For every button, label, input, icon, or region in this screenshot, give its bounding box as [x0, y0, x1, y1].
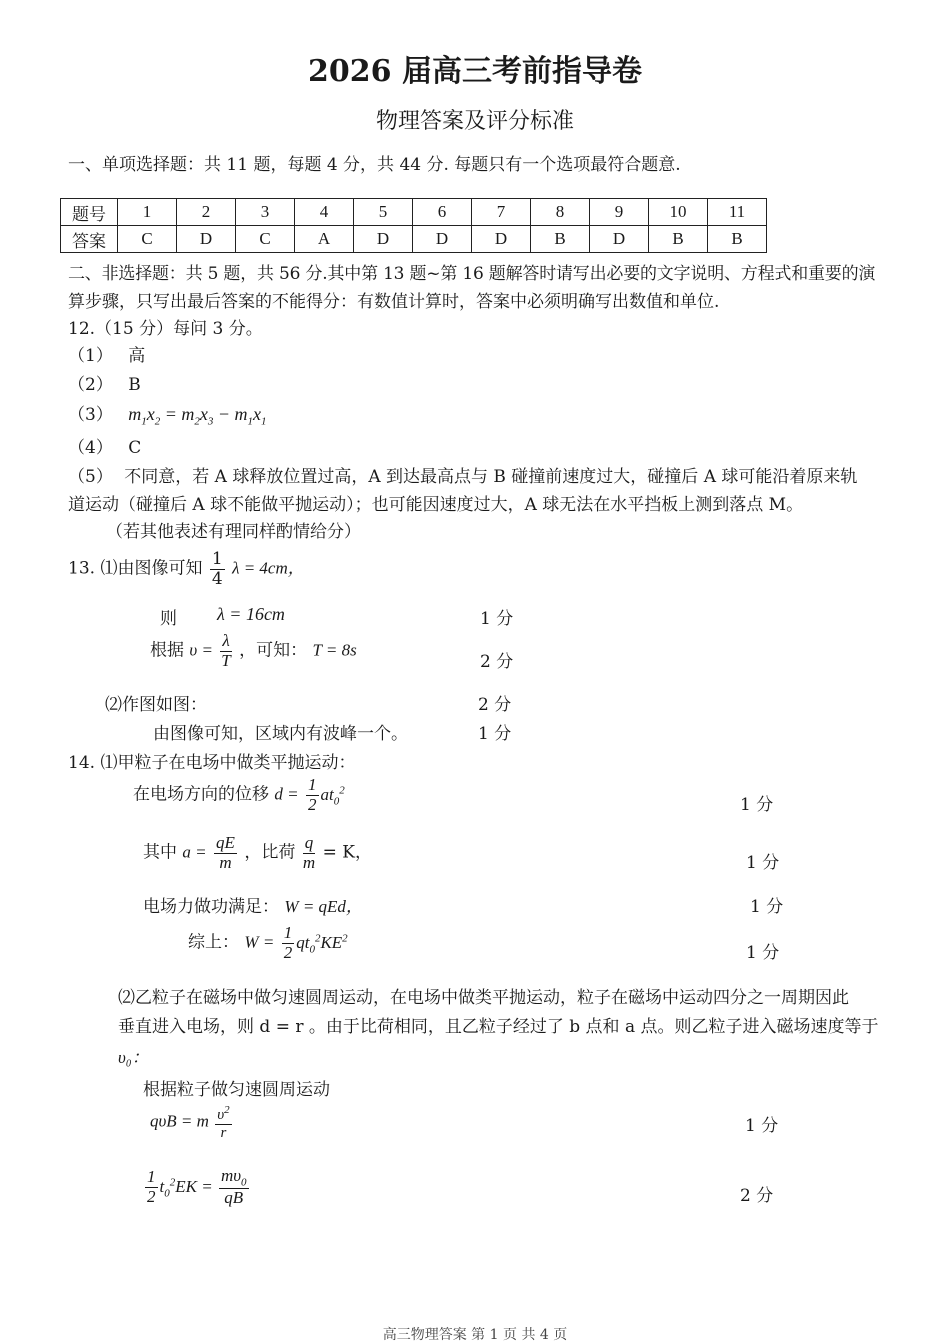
- q14-line2-score: 1 分: [740, 795, 774, 815]
- q14-line4-equation: W = qEd，: [284, 897, 363, 916]
- q12-a5-label: （5）: [68, 467, 113, 487]
- velocity-symbol: υ =: [189, 640, 213, 660]
- q12-a1-label: （1）: [68, 346, 113, 366]
- q12-a4-text: C: [128, 438, 142, 458]
- q14-line2: [133, 776, 345, 814]
- q14-eq-centripetal: [150, 1104, 234, 1141]
- page-subtitle: 物理答案及评分标准: [375, 109, 574, 134]
- q14-line6-score: 1 分: [745, 1116, 779, 1136]
- q14-line7-score: 2 分: [740, 1186, 774, 1206]
- question-number: 2: [177, 199, 236, 226]
- q12-a4-label: （4）: [68, 438, 113, 458]
- row-header-number: 题号: [61, 199, 118, 226]
- q14-line5-prefix: 综上：: [188, 932, 239, 953]
- fraction-q-over-m: $\frac{q}{m}$: [302, 833, 316, 872]
- answer-cell: D: [472, 226, 531, 253]
- q12-a3-label: （3）: [68, 405, 113, 425]
- q13-line1-prefix: 13. ⑴由图像可知: [68, 558, 203, 579]
- q14-line3-score: 1 分: [746, 853, 780, 873]
- q12-a1-text: 高: [128, 346, 146, 366]
- question-number: 10: [649, 199, 708, 226]
- q13-line4-score: 2 分: [478, 695, 512, 715]
- table-row-answers: [61, 226, 767, 253]
- section2-heading-line2: 算步骤，只写出最后答案的不能得分：有数值计算时，答案中必须明确写出数值和单位.: [68, 292, 720, 312]
- q14-line4-score: 1 分: [750, 897, 784, 917]
- question-number: 9: [590, 199, 649, 226]
- work-expression: $qt_0^2KE^2$: [296, 932, 348, 956]
- q13-line1-suffix: λ = 4cm，: [232, 558, 305, 578]
- q14-line6: 根据粒子做匀速圆周运动: [143, 1080, 330, 1100]
- q12-note: （若其他表述有理同样酌情给分）: [106, 522, 361, 542]
- answer-cell: D: [354, 226, 413, 253]
- fraction-mv0-over-qB: $\frac{m\upsilon_0}{qB}$: [220, 1166, 247, 1208]
- q12-answer-4: [68, 433, 141, 458]
- fraction-lambda-over-T: $\frac{\lambda}{T}$: [221, 631, 231, 670]
- fraction-one-quarter: $\frac{1}{4}$: [211, 549, 223, 589]
- table-row-numbers: [61, 199, 767, 226]
- q14-line3: [143, 834, 372, 872]
- q12-answer-2: [68, 370, 141, 395]
- page-title: 2026 届高三考前指导卷: [308, 54, 642, 89]
- q14-line5-score: 1 分: [746, 943, 780, 963]
- q12-a2-label: （2）: [68, 375, 113, 395]
- answer-cell: A: [295, 226, 354, 253]
- q14-line4: [143, 892, 363, 917]
- q13-line4: ⑵作图如图：: [105, 695, 207, 715]
- question-number: 3: [236, 199, 295, 226]
- page-footer: 高三物理答案 第 1 页 共 4 页: [382, 1327, 568, 1343]
- answer-cell: C: [118, 226, 177, 253]
- answer-cell: C: [236, 226, 295, 253]
- at0-squared: $at_0^2$: [320, 784, 345, 808]
- q13-line1: [68, 550, 305, 588]
- displacement-symbol: d =: [274, 784, 299, 804]
- answer-table: [60, 198, 767, 253]
- row-header-answer: 答案: [61, 226, 118, 253]
- fraction-one-half: $\frac{1}{2}$: [147, 1167, 156, 1207]
- q14-line2-prefix: 在电场方向的位移: [133, 784, 269, 805]
- q14-line3-suffix: = K，: [322, 842, 373, 863]
- q12-a5-text-line1: 不同意，若 A 球释放位置过高，A 到达最高点与 B 碰撞前速度过大，碰撞后 A 球可能沿着原来轨: [124, 467, 858, 487]
- question-number: 5: [354, 199, 413, 226]
- centripetal-lhs: qυB = m: [150, 1111, 209, 1131]
- q14-part2-line2: 垂直进入电场，则 d = r 。由于比荷相同，且乙粒子经过了 b 点和 a 点。则乙粒子进入磁场速度等于: [118, 1017, 879, 1037]
- q13-line3-prefix: 根据: [150, 640, 184, 661]
- fraction-qE-over-m: $\frac{qE}{m}$: [216, 833, 235, 872]
- q12-answer-1: [68, 341, 145, 366]
- question-number: 7: [472, 199, 531, 226]
- q13-line2-score: 1 分: [480, 609, 514, 629]
- question-number: 1: [118, 199, 177, 226]
- q13-line5: 由图像可知，区域内有波峰一个。: [153, 724, 408, 744]
- question-number: 8: [531, 199, 590, 226]
- q12-a5-text-line2: 道运动（碰撞后 A 球不能做平抛运动）；也可能因速度过大，A 球无法在水平挡板上测到落点 M。: [68, 495, 804, 515]
- fraction-one-half: $\frac{1}{2}$: [308, 775, 317, 814]
- q14-eq-final: [143, 1167, 251, 1208]
- section1-heading: 一、单项选择题：共 11 题，每题 4 分，共 44 分. 每题只有一个选项最符合题意.: [68, 155, 681, 175]
- answer-cell: D: [177, 226, 236, 253]
- q13-line3: [150, 632, 357, 670]
- fraction-one-half: $\frac{1}{2}$: [283, 923, 293, 962]
- question-number: 6: [413, 199, 472, 226]
- q12-title: 12.（15 分）每问 3 分。: [68, 319, 263, 339]
- q13-line5-score: 1 分: [478, 724, 512, 744]
- q14-part2-line3: υ₀：: [118, 1048, 149, 1067]
- answer-cell: B: [708, 226, 767, 253]
- answer-cell: B: [649, 226, 708, 253]
- final-lhs: $t_0^2EK$ =: [159, 1175, 213, 1199]
- section2-heading-line1: 二、非选择题：共 5 题，共 56 分.其中第 13 题~第 16 题解答时请写出必要的文字说明、方程式和重要的演: [68, 264, 876, 284]
- question-number: 11: [708, 199, 767, 226]
- question-number: 4: [295, 199, 354, 226]
- q12-a2-text: B: [128, 375, 141, 395]
- q14-line4-prefix: 电场力做功满足：: [143, 897, 279, 917]
- answer-cell: D: [590, 226, 649, 253]
- q13-line3-score: 2 分: [480, 652, 514, 672]
- fraction-v2-over-r: $\frac{\upsilon^2}{r}$: [217, 1104, 230, 1141]
- answer-cell: B: [531, 226, 590, 253]
- q14-part2-line1: ⑵乙粒子在磁场中做匀速圆周运动，在电场中做类平抛运动，粒子在磁场中运动四分之一周期因此: [118, 988, 849, 1008]
- q13-line3-equation: T = 8s: [312, 640, 357, 660]
- acceleration-symbol: a =: [182, 842, 207, 862]
- q12-answer-5-line1: [68, 462, 857, 487]
- q12-a3-equation: $m_1x_2 = m_2x_3 - m_1x_1$: [128, 404, 267, 428]
- work-symbol: W =: [244, 932, 275, 952]
- q14-line5: [188, 924, 348, 962]
- answer-cell: D: [413, 226, 472, 253]
- q12-answer-3: [68, 400, 267, 428]
- q14-line3-mid: ，比荷: [244, 842, 296, 863]
- q13-line2-equation: λ = 16cm: [217, 604, 285, 624]
- q13-line2-label: 则: [160, 609, 177, 629]
- q14-line3-prefix: 其中: [143, 842, 177, 863]
- q13-line3-mid: ，可知：: [239, 640, 308, 661]
- q14-line1: 14. ⑴甲粒子在电场中做类平抛运动：: [68, 753, 356, 773]
